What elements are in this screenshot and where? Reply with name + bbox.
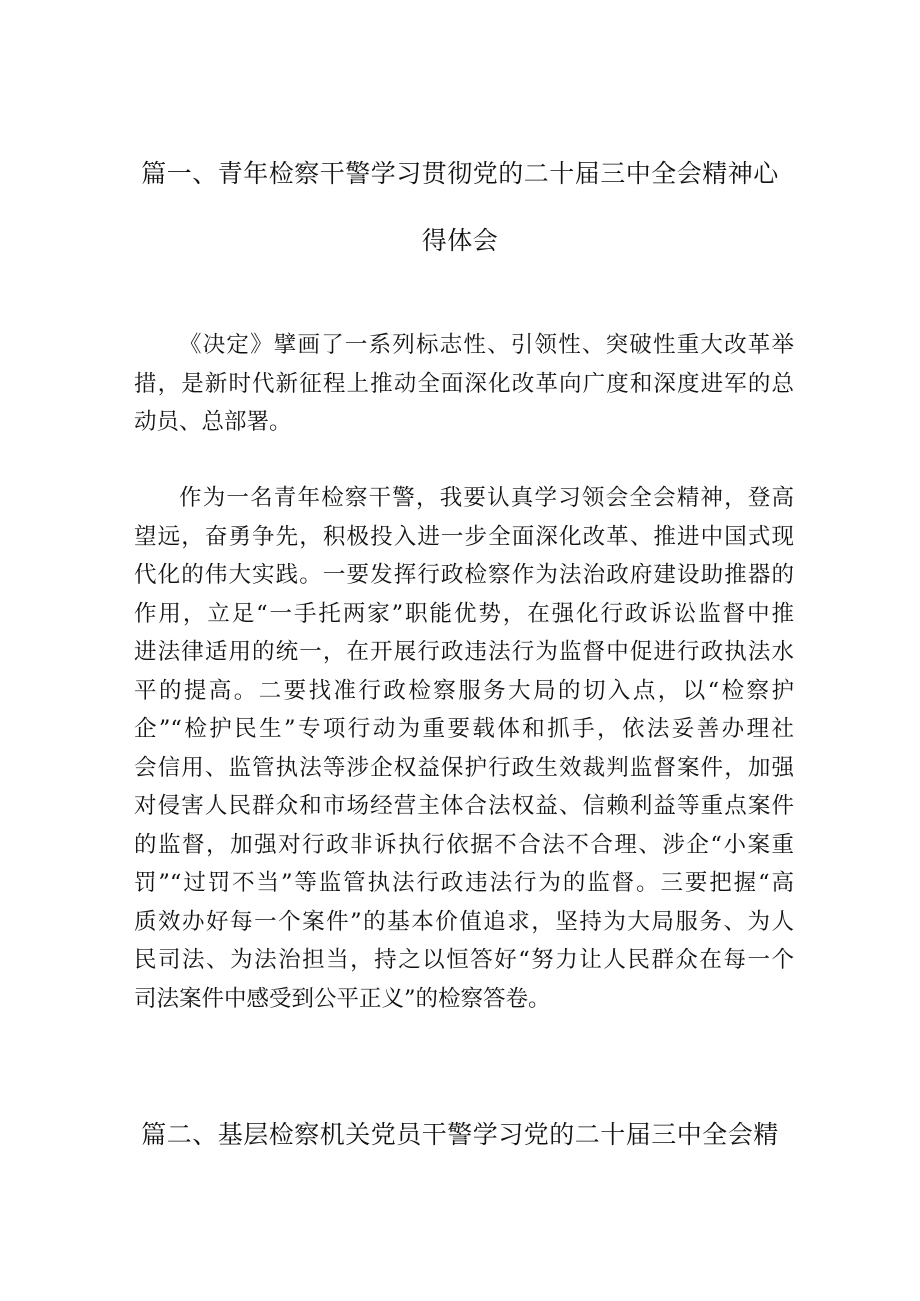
paragraph-line: 作为一名青年检察干警，我要认真学习领会全会精神，登高 [179, 485, 794, 511]
paragraph-line: 的监督，加强对行政非诉执行依据不合法不合理、涉企“小案重 [134, 831, 794, 858]
paragraph-line: 进法律适用的统一，在开展行政违法行为监督中促进行政执法水 [134, 639, 794, 665]
paragraph-line: 司法案件中感受到公平正义”的检察答卷。 [134, 985, 551, 1012]
section2-title-line1: 篇二、基层检察机关党员干警学习党的二十届三中全会精 [141, 1120, 779, 1149]
paragraph-line: 代化的伟大实践。一要发挥行政检察作为法治政府建设助推器的 [134, 562, 794, 588]
section1-title-line1: 篇一、青年检察干警学习贯彻党的二十届三中全会精神心 [141, 159, 779, 188]
paragraph-line: 措，是新时代新征程上推动全面深化改革向广度和深度进军的总 [134, 370, 794, 397]
paragraph-line: 会信用、监管执法等涉企权益保护行政生效裁判监督案件，加强 [134, 754, 794, 781]
section1-paragraph-1 [134, 326, 794, 442]
paragraph-line: 民司法、为法治担当，持之以恒答好“努力让人民群众在每一个 [134, 947, 794, 973]
paragraph-line: 动员、总部署。 [134, 409, 292, 435]
section1-paragraph-2 [134, 479, 794, 1018]
paragraph-line: 对侵害人民群众和市场经营主体合法权益、信赖利益等重点案件 [134, 793, 794, 819]
paragraph-line: 平的提高。二要找准行政检察服务大局的切入点，以“检察护 [134, 677, 794, 704]
paragraph-line: 《决定》擘画了一系列标志性、引领性、突破性重大改革举 [179, 332, 794, 358]
paragraph-line: 企”“检护民生”专项行动为重要载体和抓手，依法妥善办理社 [134, 716, 794, 742]
paragraph-line: 罚”“过罚不当”等监管执法行政违法行为的监督。三要把握“高 [134, 870, 794, 896]
paragraph-line: 望远，奋勇争先，积极投入进一步全面深化改革、推进中国式现 [134, 523, 794, 550]
paragraph-line: 作用，立足“一手托两家”职能优势，在强化行政诉讼监督中推 [134, 600, 794, 627]
section1-title-line2: 得体会 [421, 226, 499, 255]
paragraph-line: 质效办好每一个案件”的基本价值追求，坚持为大局服务、为人 [134, 908, 794, 935]
